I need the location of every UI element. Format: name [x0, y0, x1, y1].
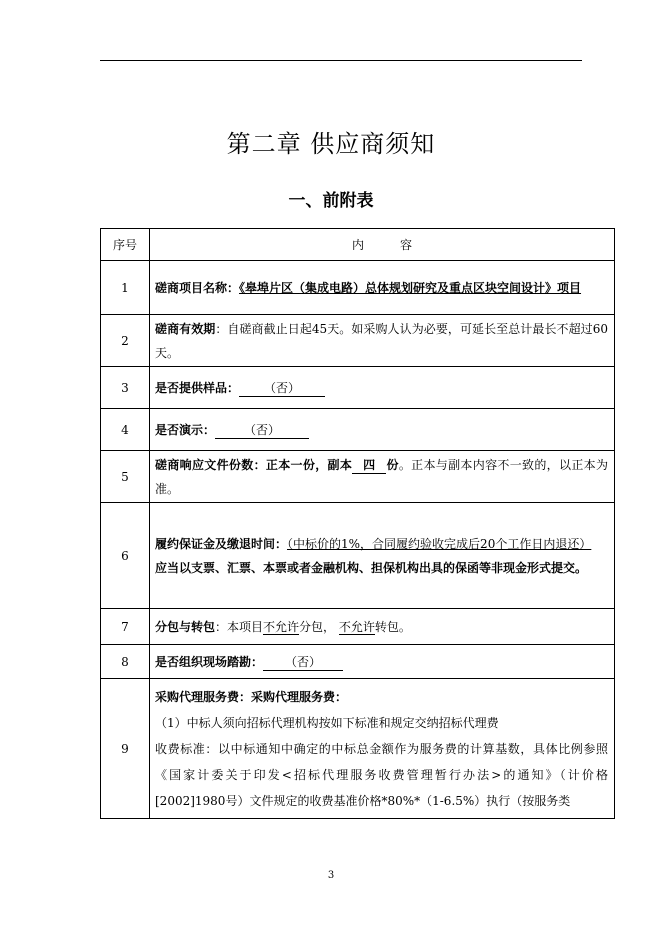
row-num: 9: [101, 679, 150, 819]
table-row: [101, 503, 615, 609]
table-row: [101, 261, 615, 315]
table-row: [101, 367, 615, 409]
row-num: 5: [101, 451, 150, 503]
row-content: [150, 261, 615, 315]
demo-value: （否）: [215, 422, 309, 439]
copies-unit: 份: [386, 457, 399, 472]
table-row: [101, 679, 615, 819]
row-num: 6: [101, 503, 150, 609]
row-num: 2: [101, 315, 150, 367]
row-content: [150, 409, 615, 451]
section-title: 一、前附表: [288, 191, 374, 211]
header-content: 内 容: [150, 229, 615, 261]
table-row: [101, 645, 615, 679]
subcontract-value-1: 不允许: [263, 619, 300, 634]
agency-fee-line-2: 收费标准：以中标通知中确定的中标总金额作为服务费的计算基数，具体比例参照《国家计委关于印发<招标代理服务收费管理暂行办法>的通知》（计价格[2002]1980号）文件规定的收费基准价格*80%*（1-6.5%）执行（按服务类: [155, 741, 608, 808]
subcontract-text-2: 分包，: [299, 619, 336, 634]
chapter-title: 第二章 供应商须知: [226, 130, 436, 158]
deposit-note: 应当以支票、汇票、本票或者金融机构、担保机构出具的保函等非现金形式提交。: [155, 560, 588, 575]
table-row: [101, 451, 615, 503]
subcontract-value-2: 不允许: [338, 619, 375, 634]
row-num: 3: [101, 367, 150, 409]
row-num: 7: [101, 609, 150, 645]
subcontract-text-1: ：本项目: [215, 619, 264, 634]
subcontract-label: 分包与转包: [155, 619, 216, 634]
header-rule: [100, 60, 582, 61]
sample-label: 是否提供样品：: [155, 380, 240, 395]
validity-label: 磋商有效期: [155, 321, 216, 336]
project-name-value: 《皋埠片区（集成电路）总体规划研究及重点区块空间设计》项目: [239, 280, 582, 295]
copies-text: 。正本与副本内容不一致的，以正本为准。: [155, 457, 608, 496]
copies-count: 四: [352, 457, 386, 474]
page-number: 3: [327, 870, 335, 881]
agency-fee-line-1: （1）中标人须向招标代理机构按如下标准和规定交纳招标代理费: [155, 715, 499, 730]
site-visit-value: （否）: [263, 654, 343, 671]
row-num: 4: [101, 409, 150, 451]
deposit-label: 履约保证金及缴退时间：: [155, 536, 288, 551]
row-content: [150, 609, 615, 645]
site-visit-label: 是否组织现场踏勘：: [155, 654, 264, 669]
row-content: [150, 367, 615, 409]
row-content: [150, 645, 615, 679]
copies-label: 磋商响应文件份数：正本一份，副本: [155, 457, 353, 472]
row-content: [150, 679, 615, 819]
row-content: [150, 451, 615, 503]
row-num: 8: [101, 645, 150, 679]
row-content: [150, 503, 615, 609]
table-row: [101, 315, 615, 367]
deposit-value: （中标价的1%，合同履约验收完成后20个工作日内退还）: [287, 536, 592, 551]
table-row: [101, 609, 615, 645]
table-row: [101, 409, 615, 451]
row-content: [150, 315, 615, 367]
subcontract-text-3: 转包。: [374, 619, 411, 634]
header-num: 序号: [101, 229, 150, 261]
demo-label: 是否演示：: [155, 422, 216, 437]
agency-fee-label: 采购代理服务费：采购代理服务费：: [155, 689, 348, 704]
table-header-row: [101, 229, 615, 261]
sample-value: （否）: [239, 380, 325, 397]
row-num: 1: [101, 261, 150, 315]
project-name-label: 磋商项目名称：: [155, 280, 240, 295]
validity-text: ：自磋商截止日起45天。如采购人认为必要，可延长至总计最长不超过60天。: [155, 321, 608, 360]
preface-table: [100, 228, 615, 819]
